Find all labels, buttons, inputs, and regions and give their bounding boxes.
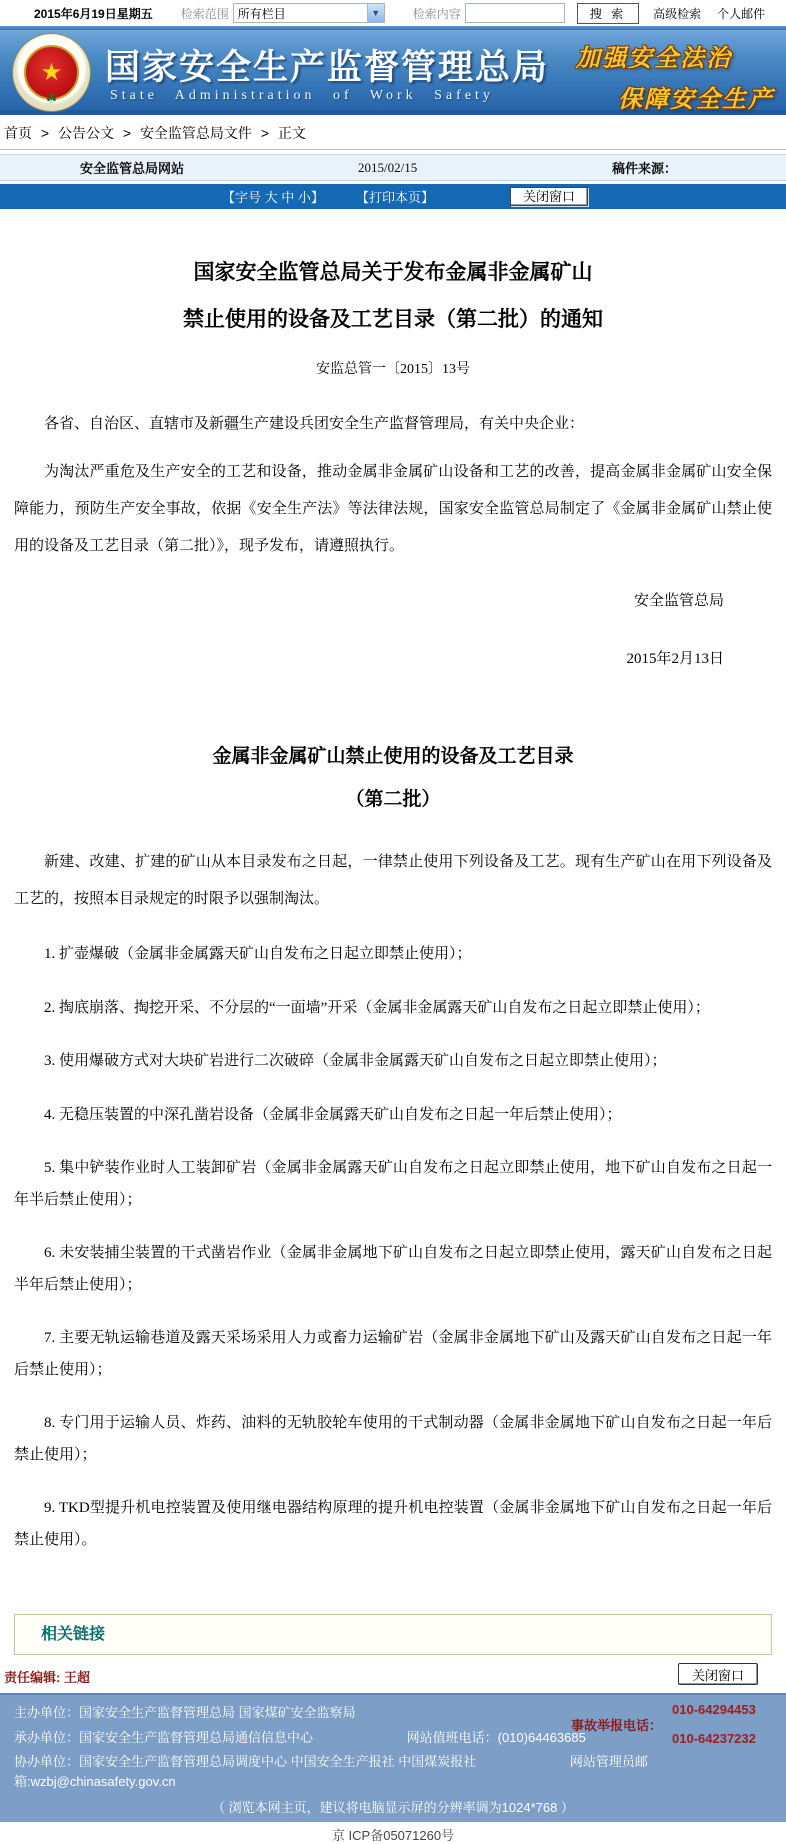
list-item: 1. 扩壶爆破（金属非金属露天矿山自发布之日起立即禁止使用）； xyxy=(44,946,472,963)
close-window-button[interactable]: 关闭窗口 xyxy=(510,187,588,206)
salutation-paragraph: 各省、自治区、直辖市及新疆生产建设兵团安全生产监督管理局，有关中央企业： xyxy=(44,415,585,432)
emblem-wreath-icon: ☘ xyxy=(45,91,58,106)
top-search-bar xyxy=(0,0,786,26)
publish-date: 2015/02/15 xyxy=(358,159,418,175)
icp-record-number: 京 ICP备05071260号 xyxy=(0,1822,786,1835)
article-content xyxy=(0,209,786,1556)
emblem-star-icon: ★ xyxy=(24,45,79,100)
footer-line2 xyxy=(0,1726,786,1750)
footer-co-organizer: 协办单位：国家安全生产监督管理总局调度中心 中国安全生产报社 中国煤炭报社 xyxy=(14,1753,477,1769)
footer-duty-phone: 网站值班电话：(010)64463685 xyxy=(406,1729,586,1745)
search-scope-value: 所有栏目 xyxy=(237,6,286,21)
print-page-control[interactable]: 【打印本页】 xyxy=(356,190,435,205)
close-window-button-bottom[interactable]: 关闭窗口 xyxy=(678,1663,758,1685)
chevron-down-icon[interactable]: ▼ xyxy=(367,4,384,22)
main-paragraph: 为淘汰严重危及生产安全的工艺和设备，推动金属非金属矿山设备和工艺的改善，提高金属非金属矿山安全保障能力，预防生产安全事故，依据《安全生产法》等法律法规，国家安全监管总局制定了《金属非金属矿山禁止使用的设备及工艺目录（第二批）》，现予发布，请遵照执行。 xyxy=(14,464,772,554)
article-toolbar xyxy=(0,184,786,209)
agency-emblem-icon xyxy=(12,33,91,112)
search-content-label: 检索内容 xyxy=(412,6,461,21)
search-button[interactable]: 搜 索 xyxy=(577,3,639,24)
font-size-control[interactable]: 【字号 大 中 小】 xyxy=(222,190,324,205)
search-input[interactable] xyxy=(465,3,565,23)
search-scope-label: 检索范围 xyxy=(180,6,229,21)
breadcrumb xyxy=(0,115,786,150)
list-item: 8. 专门用于运输人员、炸药、油料的无轨胶轮车使用的干式制动器（金属非金属地下矿山自发布之日起一年后禁止使用）； xyxy=(14,1415,772,1463)
current-date: 2015年6月19日星期五 xyxy=(34,6,153,21)
related-links-title: 相关链接 xyxy=(41,1626,106,1644)
slogan-line1: 加强安全法治 xyxy=(576,46,732,72)
related-links-box xyxy=(14,1614,772,1655)
search-scope-select[interactable] xyxy=(233,3,385,23)
footer-line1: 主办单位：国家安全生产监督管理总局 国家煤矿安全监察局 xyxy=(14,1705,356,1721)
report-phone-2: 010-64237232 xyxy=(672,1730,756,1746)
article-title-line1: 国家安全监管总局关于发布金属非金属矿山 xyxy=(193,260,593,284)
footer-resolution-note: （ 浏览本网主页，建议将电脑显示屏的分辨率调为1024*768 ） xyxy=(212,1799,574,1815)
report-phones xyxy=(672,1703,772,1746)
origin-label: 稿件来源： xyxy=(612,161,678,176)
banned-items-list xyxy=(14,939,772,1556)
list-item: 9. TKD型提升机电控装置及使用继电器结构原理的提升机电控装置（金属非金属地下矿山自发布之日起一年后禁止使用）。 xyxy=(14,1500,772,1548)
site-title-cn: 国家安全生产监督管理总局 xyxy=(105,48,550,87)
responsible-editor: 责任编辑: 王超 xyxy=(4,1670,90,1686)
sign-date: 2015年2月13日 xyxy=(626,650,724,667)
article-meta-bar xyxy=(0,154,786,181)
source-site: 安全监管总局网站 xyxy=(80,161,185,176)
breadcrumb-separator: > xyxy=(40,125,50,141)
site-banner xyxy=(0,30,786,115)
breadcrumb-current: 正文 xyxy=(277,125,306,141)
report-phone-1: 010-64294453 xyxy=(672,1702,756,1718)
list-item: 4. 无稳压装置的中深孔凿岩设备（金属非金属露天矿山自发布之日起一年后禁止使用）； xyxy=(44,1106,622,1123)
list-item: 2. 掏底崩落、掏挖开采、不分层的“一面墙”开采（金属非金属露天矿山自发布之日起立即禁止使用）； xyxy=(44,999,710,1016)
breadcrumb-separator: > xyxy=(260,125,270,141)
document-number: 安监总管一〔2015〕13号 xyxy=(316,361,470,377)
signer: 安全监管总局 xyxy=(633,592,724,609)
catalog-title-line1: 金属非金属矿山禁止使用的设备及工艺目录 xyxy=(212,745,574,767)
list-item: 3. 使用爆破方式对大块矿岩进行二次破碎（金属非金属露天矿山自发布之日起立即禁止使用）； xyxy=(44,1053,667,1070)
article-title xyxy=(14,249,772,344)
site-footer xyxy=(0,1693,786,1822)
list-item: 6. 未安装捕尘装置的干式凿岩作业（金属非金属地下矿山自发布之日起立即禁止使用，露天矿山自发布之日起半年后禁止使用）； xyxy=(14,1245,772,1293)
breadcrumb-separator: > xyxy=(122,125,132,141)
catalog-title-line2: （第二批） xyxy=(345,789,441,811)
personal-mail-link[interactable]: 个人邮件 xyxy=(717,6,766,21)
footer-line3 xyxy=(0,1750,786,1794)
footer-organizer: 承办单位：国家安全生产监督管理总局通信信息中心 xyxy=(14,1729,314,1745)
editor-row xyxy=(0,1659,786,1693)
list-item: 5. 集中铲装作业时人工装卸矿岩（金属非金属露天矿山自发布之日起立即禁止使用，地下矿山自发布之日起一年半后禁止使用）； xyxy=(14,1160,772,1208)
site-title-en: State Administration of Work Safety xyxy=(110,88,494,103)
signature-block xyxy=(14,583,772,677)
list-item: 7. 主要无轨运输巷道及露天采场采用人力或畜力运输矿岩（金属非金属地下矿山及露天矿山自发布之日起一年后禁止使用）； xyxy=(14,1330,772,1378)
breadcrumb-subsection[interactable]: 安全监管总局文件 xyxy=(139,125,252,141)
report-phone-label: 事故举报电话： xyxy=(570,1718,662,1734)
article-title-line2: 禁止使用的设备及工艺目录（第二批）的通知 xyxy=(183,307,603,332)
catalog-intro-paragraph: 新建、改建、扩建的矿山从本目录发布之日起，一律禁止使用下列设备及工艺。现有生产矿山在用下列设备及工艺的，按照本目录规定的时限予以强制淘汰。 xyxy=(14,853,772,907)
footer-webmaster-email: 网站管理员邮箱:wzbj@chinasafety.gov.cn xyxy=(14,1753,648,1789)
slogan-line2: 保障安全生产 xyxy=(618,87,774,113)
breadcrumb-home[interactable]: 首页 xyxy=(4,125,32,141)
banner-slogans xyxy=(576,38,772,114)
advanced-search-link[interactable]: 高级检索 xyxy=(653,6,702,21)
breadcrumb-section[interactable]: 公告公文 xyxy=(57,125,114,141)
catalog-title xyxy=(14,735,772,822)
